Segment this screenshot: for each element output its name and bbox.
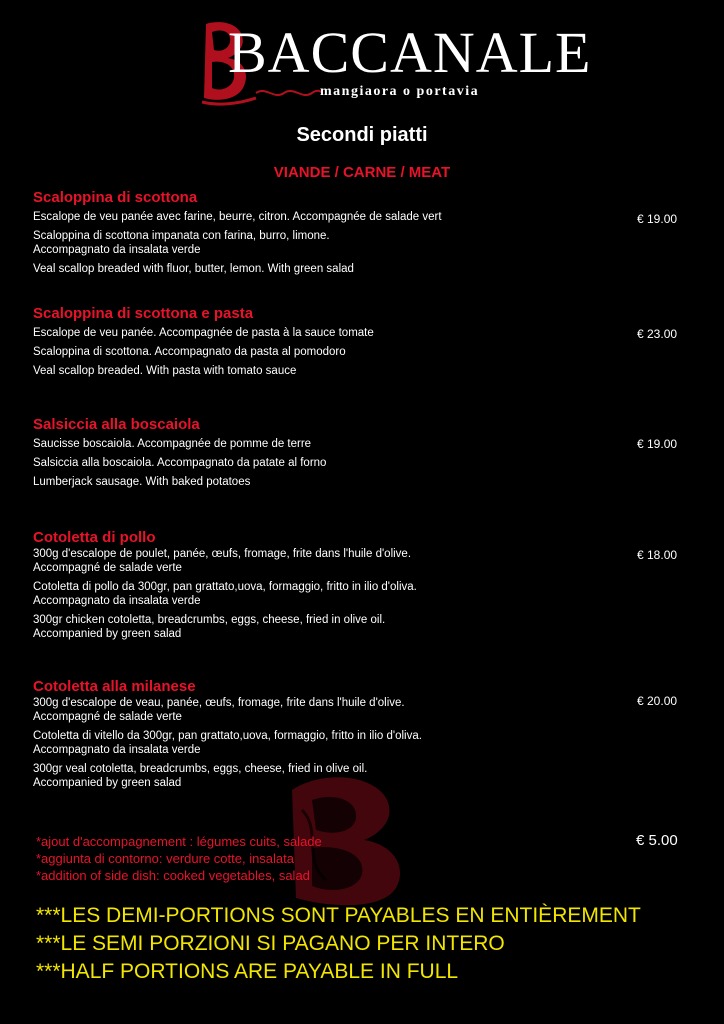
dish-scaloppina-pasta: [33, 305, 653, 383]
dish-desc-it: Cotoletta di pollo da 300gr, pan grattato,uova, formaggio, fritto in ilio d'oliva. Accompagnato da insalata verde: [33, 581, 417, 607]
dish-desc-fr: 300g d'escalope de poulet, panée, œufs, fromage, frite dans l'huile d'olive. Accompagné de salade verte: [33, 548, 412, 574]
dish-name: Cotoletta di pollo: [33, 529, 156, 546]
dish-desc-en: Veal scallop breaded with fluor, butter, lemon. With green salad: [33, 263, 354, 275]
dish-scaloppina: [33, 189, 653, 281]
brand-logo: [198, 14, 592, 104]
dish-desc-en: Lumberjack sausage. With baked potatoes: [33, 476, 251, 488]
dish-price: € 18.00: [637, 548, 678, 562]
logo-flourish-icon: [254, 86, 324, 100]
dish-desc-fr: Saucisse boscaiola. Accompagnée de pomme de terre: [33, 438, 312, 450]
side-dish-it: *aggiunta di contorno: verdure cotte, insalata: [36, 851, 295, 866]
brand-tagline: mangiaora o portavia: [320, 84, 480, 99]
dish-desc-it: Scaloppina di scottona impanata con farina, burro, limone. Accompagnato da insalata verde: [33, 230, 330, 256]
section-title: VIANDE / CARNE / MEAT: [273, 164, 451, 181]
dish-price: € 20.00: [637, 694, 678, 708]
dish-name: Scaloppina di scottona e pasta: [33, 305, 254, 322]
brand-name: BACCANALE: [228, 20, 592, 85]
dish-price: € 19.00: [637, 212, 678, 226]
dish-desc-it: Salsiccia alla boscaiola. Accompagnato da patate al forno: [33, 457, 327, 469]
dish-desc-en: Veal scallop breaded. With pasta with tomato sauce: [33, 365, 297, 377]
side-dish-price: € 5.00: [636, 832, 678, 849]
dish-desc-fr: 300g d'escalope de veau, panée, œufs, fromage, frite dans l'huile d'olive. Accompagné de salade verte: [33, 697, 405, 723]
dish-desc-en: 300gr veal cotoletta, breadcrumbs, eggs, cheese, fried in olive oil. Accompanied by green salad: [33, 763, 368, 789]
dish-salsiccia: [33, 416, 653, 494]
dish-desc-fr: Escalope de veu panée. Accompagnée de pasta à la sauce tomate: [33, 327, 374, 339]
dish-desc-en: 300gr chicken cotoletta, breadcrumbs, eggs, cheese, fried in olive oil. Accompanied by green salad: [33, 614, 386, 640]
side-dish-en: *addition of side dish: cooked vegetables, salad: [36, 868, 310, 883]
notice-en: ***HALF PORTIONS ARE PAYABLE IN FULL: [36, 960, 459, 983]
dish-desc-it: Cotoletta di vitello da 300gr, pan grattato,uova, formaggio, fritto in ilio d'oliva. Accompagnato da insalata verde: [33, 730, 422, 756]
notice-fr: ***LES DEMI-PORTIONS SONT PAYABLES EN ENTIÈREMENT: [36, 904, 641, 927]
dish-price: € 23.00: [637, 327, 678, 341]
dish-name: Scaloppina di scottona: [33, 189, 198, 206]
page-title: Secondi piatti: [296, 124, 428, 146]
notice-it: ***LE SEMI PORZIONI SI PAGANO PER INTERO: [36, 932, 505, 955]
dish-desc-fr: Escalope de veu panée avec farine, beurre, citron. Accompagnée de salade vert: [33, 211, 442, 223]
side-dish-fr: *ajout d'accompagnement : légumes cuits, salade: [36, 834, 322, 849]
dish-price: € 19.00: [637, 437, 678, 451]
half-portion-notice: [36, 902, 641, 986]
dish-desc-it: Scaloppina di scottona. Accompagnato da pasta al pomodoro: [33, 346, 346, 358]
dish-name: Cotoletta alla milanese: [33, 678, 196, 695]
side-dish-note: [36, 833, 322, 884]
dish-cotoletta-pollo: [33, 529, 653, 646]
dish-name: Salsiccia alla boscaiola: [33, 416, 200, 433]
